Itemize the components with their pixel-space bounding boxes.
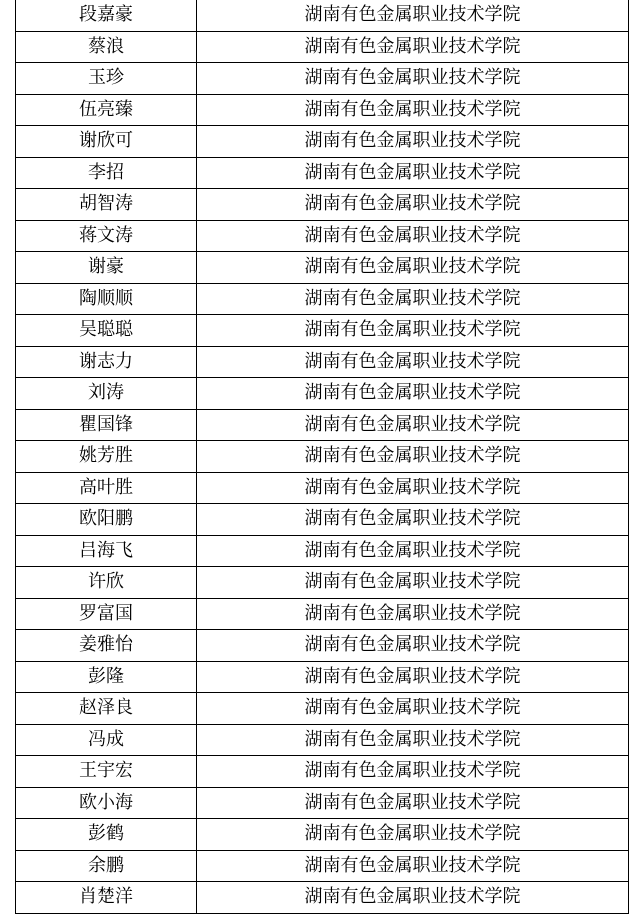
table-row bbox=[16, 536, 628, 568]
table-row bbox=[16, 32, 628, 64]
name-cell: 李招 bbox=[16, 158, 197, 189]
table-row bbox=[16, 630, 628, 662]
school-cell: 湖南有色金属职业技术学院 bbox=[304, 35, 521, 57]
school-cell: 湖南有色金属职业技术学院 bbox=[304, 886, 521, 908]
school-cell: 湖南有色金属职业技术学院 bbox=[304, 823, 521, 845]
table-row bbox=[16, 252, 628, 284]
table-row bbox=[16, 315, 628, 347]
school-cell: 湖南有色金属职业技术学院 bbox=[304, 508, 521, 530]
school-cell: 湖南有色金属职业技术学院 bbox=[304, 4, 521, 26]
school-cell: 湖南有色金属职业技术学院 bbox=[304, 67, 521, 89]
school-cell: 湖南有色金属职业技术学院 bbox=[304, 287, 521, 309]
name-cell: 谢豪 bbox=[16, 252, 197, 283]
school-cell: 湖南有色金属职业技术学院 bbox=[304, 697, 521, 719]
table-row bbox=[16, 662, 628, 694]
name-cell: 姚芳胜 bbox=[16, 441, 197, 472]
name-cell: 余鹏 bbox=[16, 851, 197, 882]
school-cell: 湖南有色金属职业技术学院 bbox=[304, 854, 521, 876]
name-cell: 胡智涛 bbox=[16, 189, 197, 220]
table-row bbox=[16, 189, 628, 221]
school-cell: 湖南有色金属职业技术学院 bbox=[304, 224, 521, 246]
school-cell: 湖南有色金属职业技术学院 bbox=[304, 634, 521, 656]
school-cell: 湖南有色金属职业技术学院 bbox=[304, 413, 521, 435]
table-row bbox=[16, 441, 628, 473]
table-row bbox=[16, 567, 628, 599]
school-cell: 湖南有色金属职业技术学院 bbox=[304, 445, 521, 467]
school-cell: 湖南有色金属职业技术学院 bbox=[304, 602, 521, 624]
school-cell: 湖南有色金属职业技术学院 bbox=[304, 382, 521, 404]
name-cell: 刘涛 bbox=[16, 378, 197, 409]
name-cell: 吕海飞 bbox=[16, 536, 197, 567]
table-row bbox=[16, 95, 628, 127]
name-cell: 高叶胜 bbox=[16, 473, 197, 504]
table-row bbox=[16, 0, 628, 32]
name-cell: 伍亮臻 bbox=[16, 95, 197, 126]
school-cell: 湖南有色金属职业技术学院 bbox=[304, 791, 521, 813]
school-cell: 湖南有色金属职业技术学院 bbox=[304, 256, 521, 278]
table-row bbox=[16, 819, 628, 851]
school-cell: 湖南有色金属职业技术学院 bbox=[304, 98, 521, 120]
school-cell: 湖南有色金属职业技术学院 bbox=[304, 571, 521, 593]
name-cell: 彭隆 bbox=[16, 662, 197, 693]
school-cell: 湖南有色金属职业技术学院 bbox=[304, 130, 521, 152]
school-cell: 湖南有色金属职业技术学院 bbox=[304, 161, 521, 183]
table-row bbox=[16, 284, 628, 316]
name-cell: 肖楚洋 bbox=[16, 882, 197, 913]
name-cell: 谢志力 bbox=[16, 347, 197, 378]
name-cell: 段嘉豪 bbox=[16, 0, 197, 31]
table-row bbox=[16, 788, 628, 820]
name-cell: 彭鹤 bbox=[16, 819, 197, 850]
roster-table bbox=[15, 0, 629, 914]
school-cell: 湖南有色金属职业技术学院 bbox=[304, 193, 521, 215]
table-row bbox=[16, 882, 628, 914]
table-row bbox=[16, 851, 628, 883]
table-row bbox=[16, 63, 628, 95]
school-cell: 湖南有色金属职业技术学院 bbox=[304, 319, 521, 341]
name-cell: 欧阳鹏 bbox=[16, 504, 197, 535]
name-cell: 欧小海 bbox=[16, 788, 197, 819]
table-row bbox=[16, 221, 628, 253]
name-cell: 玉珍 bbox=[16, 63, 197, 94]
name-cell: 王宇宏 bbox=[16, 756, 197, 787]
name-cell: 谢欣可 bbox=[16, 126, 197, 157]
name-cell: 赵泽良 bbox=[16, 693, 197, 724]
name-cell: 姜雅怡 bbox=[16, 630, 197, 661]
name-cell: 蒋文涛 bbox=[16, 221, 197, 252]
name-cell: 冯成 bbox=[16, 725, 197, 756]
table-row bbox=[16, 599, 628, 631]
table-row bbox=[16, 158, 628, 190]
name-cell: 蔡浪 bbox=[16, 32, 197, 63]
table-row bbox=[16, 347, 628, 379]
table-row bbox=[16, 126, 628, 158]
school-cell: 湖南有色金属职业技术学院 bbox=[304, 350, 521, 372]
school-cell: 湖南有色金属职业技术学院 bbox=[304, 760, 521, 782]
school-cell: 湖南有色金属职业技术学院 bbox=[304, 476, 521, 498]
school-cell: 湖南有色金属职业技术学院 bbox=[304, 665, 521, 687]
table-row bbox=[16, 378, 628, 410]
name-cell: 罗富国 bbox=[16, 599, 197, 630]
table-row bbox=[16, 725, 628, 757]
name-cell: 陶顺顺 bbox=[16, 284, 197, 315]
table-row bbox=[16, 410, 628, 442]
table-row bbox=[16, 504, 628, 536]
name-cell: 瞿国锋 bbox=[16, 410, 197, 441]
table-row bbox=[16, 756, 628, 788]
school-cell: 湖南有色金属职业技术学院 bbox=[304, 728, 521, 750]
name-cell: 吴聪聪 bbox=[16, 315, 197, 346]
name-cell: 许欣 bbox=[16, 567, 197, 598]
school-cell: 湖南有色金属职业技术学院 bbox=[304, 539, 521, 561]
table-row bbox=[16, 693, 628, 725]
table-row bbox=[16, 473, 628, 505]
